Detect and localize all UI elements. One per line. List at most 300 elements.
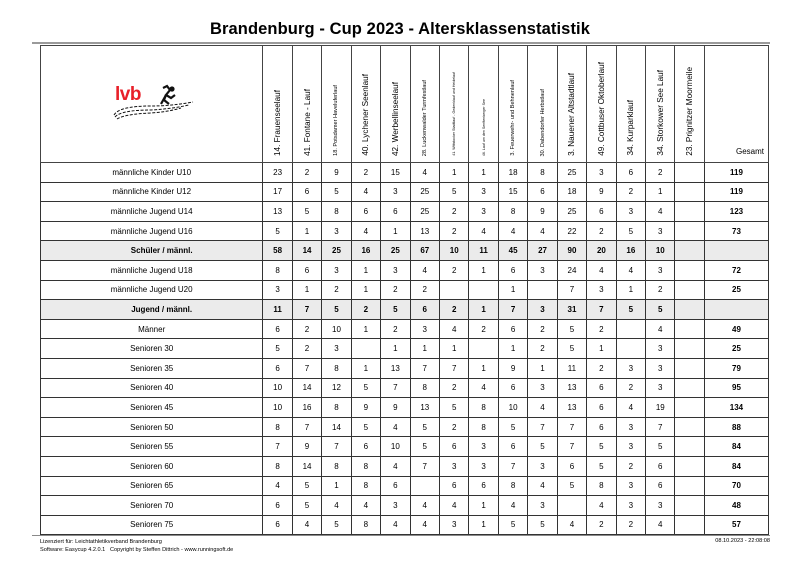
participant-count-cell: 3 [616, 358, 645, 378]
participant-count-cell: 13 [557, 398, 586, 418]
participant-count-cell: 5 [322, 300, 351, 320]
participant-count-cell: 3 [528, 300, 557, 320]
participant-count-cell: 7 [410, 358, 439, 378]
participant-count-cell: 7 [557, 417, 586, 437]
participant-count-cell: 7 [292, 300, 321, 320]
participant-count-cell: 5 [498, 417, 527, 437]
event-name: 23. Prignitzer Moormeile [685, 67, 695, 156]
participant-count-cell: 25 [410, 182, 439, 202]
participant-count-cell: 7 [292, 358, 321, 378]
participant-count-cell: 3 [646, 496, 675, 516]
participant-count-cell: 3 [646, 358, 675, 378]
logo-text: lvb [115, 84, 141, 105]
table-row [41, 496, 769, 516]
table-row [41, 260, 769, 280]
event-name: 34. Storkower See Lauf [655, 70, 665, 156]
participant-count-cell: 25 [557, 202, 586, 222]
participant-count-cell: 6 [498, 319, 527, 339]
age-class-label: Männer [41, 319, 263, 339]
age-class-label: Schüler / männl. [41, 241, 263, 261]
participant-count-cell: 3 [439, 456, 468, 476]
table-row [41, 319, 769, 339]
participant-count-cell: 1 [469, 496, 498, 516]
participant-count-cell: 12 [322, 378, 351, 398]
participant-count-cell: 9 [351, 398, 380, 418]
participant-count-cell: 6 [587, 378, 616, 398]
participant-count-cell: 4 [381, 456, 410, 476]
event-name: 34. Kurparklauf [626, 100, 636, 156]
column-header-event [498, 46, 527, 163]
participant-count-cell [675, 398, 704, 418]
participant-count-cell: 8 [322, 456, 351, 476]
row-total-cell: 70 [704, 476, 768, 496]
participant-count-cell: 1 [292, 280, 321, 300]
participant-count-cell: 11 [469, 241, 498, 261]
participant-count-cell: 2 [381, 280, 410, 300]
participant-count-cell: 1 [469, 260, 498, 280]
event-name: 14. Frauenseelauf [273, 90, 283, 156]
age-class-label: männliche Kinder U12 [41, 182, 263, 202]
participant-count-cell: 8 [498, 476, 527, 496]
participant-count-cell: 4 [616, 398, 645, 418]
event-name: 28. Luckenwalder Turmfestlauf [421, 79, 428, 156]
print-timestamp: 08.10.2023 - 22:08:08 [715, 538, 770, 544]
participant-count-cell: 3 [528, 378, 557, 398]
participant-count-cell: 2 [469, 319, 498, 339]
row-total-cell: 49 [704, 319, 768, 339]
participant-count-cell: 2 [381, 319, 410, 339]
event-name: 49. Cottbuser Oktoberlauf [596, 62, 606, 156]
participant-count-cell: 1 [292, 221, 321, 241]
participant-count-cell: 2 [616, 182, 645, 202]
age-class-label: Jugend / männl. [41, 300, 263, 320]
table-row [41, 221, 769, 241]
participant-count-cell [410, 476, 439, 496]
participant-count-cell: 6 [587, 398, 616, 418]
table-row [41, 515, 769, 535]
column-header-event [410, 46, 439, 163]
participant-count-cell [469, 339, 498, 359]
participant-count-cell: 6 [587, 202, 616, 222]
participant-count-cell: 4 [322, 496, 351, 516]
participant-count-cell: 23 [263, 163, 292, 183]
participant-count-cell: 7 [381, 378, 410, 398]
participant-count-cell: 6 [469, 476, 498, 496]
participant-count-cell: 4 [439, 496, 468, 516]
participant-count-cell: 1 [498, 339, 527, 359]
event-name: 42. Werbellinseelauf [390, 81, 400, 156]
table-row [41, 398, 769, 418]
participant-count-cell: 8 [498, 202, 527, 222]
row-total-cell [704, 300, 768, 320]
participant-count-cell: 3 [646, 339, 675, 359]
participant-count-cell: 5 [292, 202, 321, 222]
participant-count-cell: 6 [439, 476, 468, 496]
participant-count-cell: 9 [587, 182, 616, 202]
participant-count-cell: 3 [616, 476, 645, 496]
participant-count-cell: 6 [498, 260, 527, 280]
participant-count-cell [675, 241, 704, 261]
column-header-event [351, 46, 380, 163]
participant-count-cell: 9 [292, 437, 321, 457]
participant-count-cell: 5 [410, 437, 439, 457]
participant-count-cell: 2 [410, 280, 439, 300]
participant-count-cell: 5 [528, 437, 557, 457]
participant-count-cell: 5 [322, 515, 351, 535]
participant-count-cell: 2 [292, 319, 321, 339]
age-class-label: männliche Jugend U16 [41, 221, 263, 241]
participant-count-cell: 5 [557, 476, 586, 496]
participant-count-cell: 3 [646, 221, 675, 241]
participant-count-cell: 4 [263, 476, 292, 496]
participant-count-cell: 4 [410, 163, 439, 183]
participant-count-cell: 1 [616, 280, 645, 300]
event-name: 18. Potsdamer Haveluferlauf [333, 85, 340, 156]
participant-count-cell: 4 [410, 515, 439, 535]
participant-count-cell: 5 [498, 515, 527, 535]
participant-count-cell: 8 [263, 456, 292, 476]
participant-count-cell: 8 [351, 476, 380, 496]
row-total-cell: 57 [704, 515, 768, 535]
participant-count-cell: 3 [469, 437, 498, 457]
column-header-event [675, 46, 704, 163]
lvb-logo [111, 84, 201, 124]
age-class-label: Senioren 40 [41, 378, 263, 398]
subtotal-row [41, 241, 769, 261]
participant-count-cell: 90 [557, 241, 586, 261]
participant-count-cell: 6 [646, 456, 675, 476]
participant-count-cell: 1 [410, 339, 439, 359]
row-total-cell: 123 [704, 202, 768, 222]
participant-count-cell: 17 [263, 182, 292, 202]
participant-count-cell [675, 496, 704, 516]
table-row [41, 163, 769, 183]
participant-count-cell: 25 [410, 202, 439, 222]
participant-count-cell: 5 [616, 221, 645, 241]
participant-count-cell [675, 358, 704, 378]
participant-count-cell: 3 [469, 202, 498, 222]
participant-count-cell: 8 [351, 456, 380, 476]
participant-count-cell: 1 [322, 476, 351, 496]
participant-count-cell: 3 [322, 260, 351, 280]
participant-count-cell [557, 496, 586, 516]
participant-count-cell: 14 [322, 417, 351, 437]
participant-count-cell: 2 [439, 202, 468, 222]
participant-count-cell: 25 [557, 163, 586, 183]
participant-count-cell: 3 [646, 378, 675, 398]
participant-count-cell: 4 [587, 496, 616, 516]
participant-count-cell: 7 [498, 300, 527, 320]
table-row [41, 339, 769, 359]
row-total-cell: 134 [704, 398, 768, 418]
participant-count-cell: 8 [528, 163, 557, 183]
participant-count-cell: 27 [528, 241, 557, 261]
participant-count-cell: 13 [381, 358, 410, 378]
participant-count-cell: 20 [587, 241, 616, 261]
participant-count-cell: 8 [351, 515, 380, 535]
participant-count-cell: 4 [557, 515, 586, 535]
participant-count-cell: 9 [498, 358, 527, 378]
participant-count-cell: 15 [498, 182, 527, 202]
participant-count-cell: 8 [263, 417, 292, 437]
software-text: Software: Easycup 4.2.0.1 Copyright by Steffen Dittrich - www.runningsoft.de [40, 547, 234, 553]
participant-count-cell: 1 [469, 515, 498, 535]
participant-count-cell: 5 [557, 339, 586, 359]
participant-count-cell: 3 [469, 456, 498, 476]
event-name: 40. Lychener Seenlauf [361, 74, 371, 156]
column-header-event [439, 46, 468, 163]
participant-count-cell: 8 [322, 398, 351, 418]
participant-count-cell: 3 [439, 515, 468, 535]
participant-count-cell: 4 [410, 260, 439, 280]
event-name: 30. Dabendorfer Herbstlauf [539, 88, 546, 156]
participant-count-cell: 9 [381, 398, 410, 418]
runner-icon [111, 84, 201, 124]
event-name: 3. Feuerwehr- und Behnenlauf [510, 80, 517, 156]
license-text: Lizenziert für: Leichtathletikverband Brandenburg [40, 539, 162, 545]
participant-count-cell: 4 [469, 378, 498, 398]
participant-count-cell: 7 [263, 437, 292, 457]
participant-count-cell: 13 [263, 202, 292, 222]
participant-count-cell: 3 [587, 163, 616, 183]
participant-count-cell: 25 [322, 241, 351, 261]
participant-count-cell: 4 [646, 319, 675, 339]
age-class-label: Senioren 35 [41, 358, 263, 378]
participant-count-cell: 4 [616, 260, 645, 280]
participant-count-cell: 2 [616, 378, 645, 398]
participant-count-cell: 5 [263, 221, 292, 241]
participant-count-cell: 6 [381, 476, 410, 496]
participant-count-cell: 6 [351, 437, 380, 457]
age-class-label: männliche Jugend U14 [41, 202, 263, 222]
participant-count-cell [675, 163, 704, 183]
age-class-label: Senioren 50 [41, 417, 263, 437]
participant-count-cell: 5 [439, 182, 468, 202]
participant-count-cell: 4 [351, 221, 380, 241]
participant-count-cell: 5 [587, 437, 616, 457]
participant-count-cell: 5 [557, 319, 586, 339]
participant-count-cell: 15 [381, 163, 410, 183]
participant-count-cell: 2 [322, 280, 351, 300]
column-header-total: Gesamt [704, 46, 768, 163]
age-class-statistics-table [40, 45, 769, 535]
participant-count-cell: 8 [263, 260, 292, 280]
participant-count-cell: 2 [646, 280, 675, 300]
participant-count-cell: 6 [292, 182, 321, 202]
participant-count-cell: 1 [351, 280, 380, 300]
participant-count-cell [675, 437, 704, 457]
participant-count-cell: 45 [498, 241, 527, 261]
participant-count-cell [675, 417, 704, 437]
table-row [41, 358, 769, 378]
participant-count-cell: 6 [381, 202, 410, 222]
participant-count-cell: 5 [263, 339, 292, 359]
participant-count-cell: 4 [587, 260, 616, 280]
participant-count-cell: 4 [498, 496, 527, 516]
table-row [41, 456, 769, 476]
participant-count-cell: 5 [528, 515, 557, 535]
table-row [41, 437, 769, 457]
age-class-label: männliche Jugend U18 [41, 260, 263, 280]
column-header-event [292, 46, 321, 163]
participant-count-cell: 10 [263, 398, 292, 418]
participant-count-cell: 13 [410, 398, 439, 418]
participant-count-cell: 4 [646, 515, 675, 535]
participant-count-cell: 11 [263, 300, 292, 320]
footer-left [40, 538, 233, 554]
participant-count-cell: 6 [351, 202, 380, 222]
title-divider [32, 42, 770, 44]
age-class-label: männliche Kinder U10 [41, 163, 263, 183]
column-header-event [557, 46, 586, 163]
logo-cell [41, 46, 263, 163]
row-total-cell: 25 [704, 339, 768, 359]
participant-count-cell: 5 [616, 300, 645, 320]
column-header-event [263, 46, 292, 163]
participant-count-cell: 1 [528, 358, 557, 378]
age-class-label: Senioren 75 [41, 515, 263, 535]
row-total-cell: 119 [704, 163, 768, 183]
participant-count-cell: 5 [439, 398, 468, 418]
participant-count-cell: 4 [381, 417, 410, 437]
participant-count-cell: 10 [381, 437, 410, 457]
participant-count-cell: 6 [498, 378, 527, 398]
participant-count-cell [675, 456, 704, 476]
event-name: 46. Lauf um den Senftenberger See [481, 98, 486, 156]
age-class-label: Senioren 55 [41, 437, 263, 457]
participant-count-cell: 6 [498, 437, 527, 457]
participant-count-cell: 7 [292, 417, 321, 437]
participant-count-cell: 3 [528, 260, 557, 280]
participant-count-cell: 2 [616, 515, 645, 535]
participant-count-cell: 9 [322, 163, 351, 183]
participant-count-cell: 2 [528, 339, 557, 359]
age-class-label: männliche Jugend U20 [41, 280, 263, 300]
participant-count-cell [675, 515, 704, 535]
participant-count-cell [675, 221, 704, 241]
participant-count-cell: 1 [351, 260, 380, 280]
participant-count-cell: 5 [381, 300, 410, 320]
participant-count-cell: 4 [498, 221, 527, 241]
page-title: Brandenburg - Cup 2023 - Altersklassenstatistik [209, 20, 591, 38]
participant-count-cell: 3 [381, 182, 410, 202]
participant-count-cell: 5 [587, 456, 616, 476]
age-class-label: Senioren 30 [41, 339, 263, 359]
participant-count-cell: 3 [616, 437, 645, 457]
participant-count-cell: 2 [351, 300, 380, 320]
participant-count-cell: 2 [528, 319, 557, 339]
column-header-event [587, 46, 616, 163]
participant-count-cell: 3 [528, 456, 557, 476]
participant-count-cell [675, 182, 704, 202]
participant-count-cell [616, 339, 645, 359]
participant-count-cell: 1 [439, 339, 468, 359]
participant-count-cell: 4 [381, 515, 410, 535]
row-total-cell [704, 241, 768, 261]
participant-count-cell: 6 [587, 417, 616, 437]
participant-count-cell [439, 280, 468, 300]
participant-count-cell [675, 260, 704, 280]
participant-count-cell: 10 [439, 241, 468, 261]
participant-count-cell: 3 [616, 496, 645, 516]
participant-count-cell: 2 [587, 319, 616, 339]
participant-count-cell: 2 [587, 358, 616, 378]
participant-count-cell: 3 [528, 496, 557, 516]
participant-count-cell: 2 [587, 221, 616, 241]
participant-count-cell: 14 [292, 456, 321, 476]
participant-count-cell: 8 [322, 202, 351, 222]
column-header-event [469, 46, 498, 163]
event-name: 41. Wittstocker Stadtlauf - Gedenklauf und Heidelauf [452, 72, 457, 156]
table-row [41, 378, 769, 398]
participant-count-cell: 2 [587, 515, 616, 535]
participant-count-cell: 6 [292, 260, 321, 280]
participant-count-cell: 3 [616, 417, 645, 437]
participant-count-cell: 5 [292, 496, 321, 516]
table-row [41, 476, 769, 496]
participant-count-cell: 3 [616, 202, 645, 222]
table-row [41, 202, 769, 222]
participant-count-cell: 3 [469, 182, 498, 202]
participant-count-cell: 16 [616, 241, 645, 261]
participant-count-cell: 3 [646, 260, 675, 280]
participant-count-cell: 5 [646, 437, 675, 457]
participant-count-cell: 14 [292, 241, 321, 261]
participant-count-cell: 22 [557, 221, 586, 241]
age-class-label: Senioren 45 [41, 398, 263, 418]
column-header-event [616, 46, 645, 163]
participant-count-cell [675, 339, 704, 359]
participant-count-cell: 2 [439, 221, 468, 241]
participant-count-cell: 1 [587, 339, 616, 359]
participant-count-cell: 2 [646, 163, 675, 183]
participant-count-cell: 1 [351, 319, 380, 339]
age-class-label: Senioren 60 [41, 456, 263, 476]
row-total-cell: 48 [704, 496, 768, 516]
event-name: 41. Fontane - Lauf [302, 89, 312, 156]
footer-divider [32, 535, 770, 536]
participant-count-cell: 6 [616, 163, 645, 183]
participant-count-cell: 10 [263, 378, 292, 398]
participant-count-cell: 2 [439, 378, 468, 398]
participant-count-cell: 8 [469, 398, 498, 418]
participant-count-cell: 7 [646, 417, 675, 437]
participant-count-cell: 6 [439, 437, 468, 457]
participant-count-cell: 4 [351, 496, 380, 516]
participant-count-cell: 6 [263, 515, 292, 535]
participant-count-cell [351, 339, 380, 359]
participant-count-cell: 5 [292, 476, 321, 496]
participant-count-cell: 13 [557, 378, 586, 398]
participant-count-cell: 11 [557, 358, 586, 378]
participant-count-cell: 4 [528, 398, 557, 418]
participant-count-cell: 4 [410, 496, 439, 516]
participant-count-cell: 10 [498, 398, 527, 418]
participant-count-cell: 7 [439, 358, 468, 378]
column-header-event [381, 46, 410, 163]
participant-count-cell: 14 [292, 378, 321, 398]
participant-count-cell [675, 476, 704, 496]
participant-count-cell: 2 [351, 163, 380, 183]
participant-count-cell: 1 [498, 280, 527, 300]
participant-count-cell: 7 [498, 456, 527, 476]
row-total-cell: 79 [704, 358, 768, 378]
column-header-event [528, 46, 557, 163]
participant-count-cell: 7 [528, 417, 557, 437]
participant-count-cell: 5 [646, 300, 675, 320]
row-total-cell: 95 [704, 378, 768, 398]
participant-count-cell [675, 319, 704, 339]
